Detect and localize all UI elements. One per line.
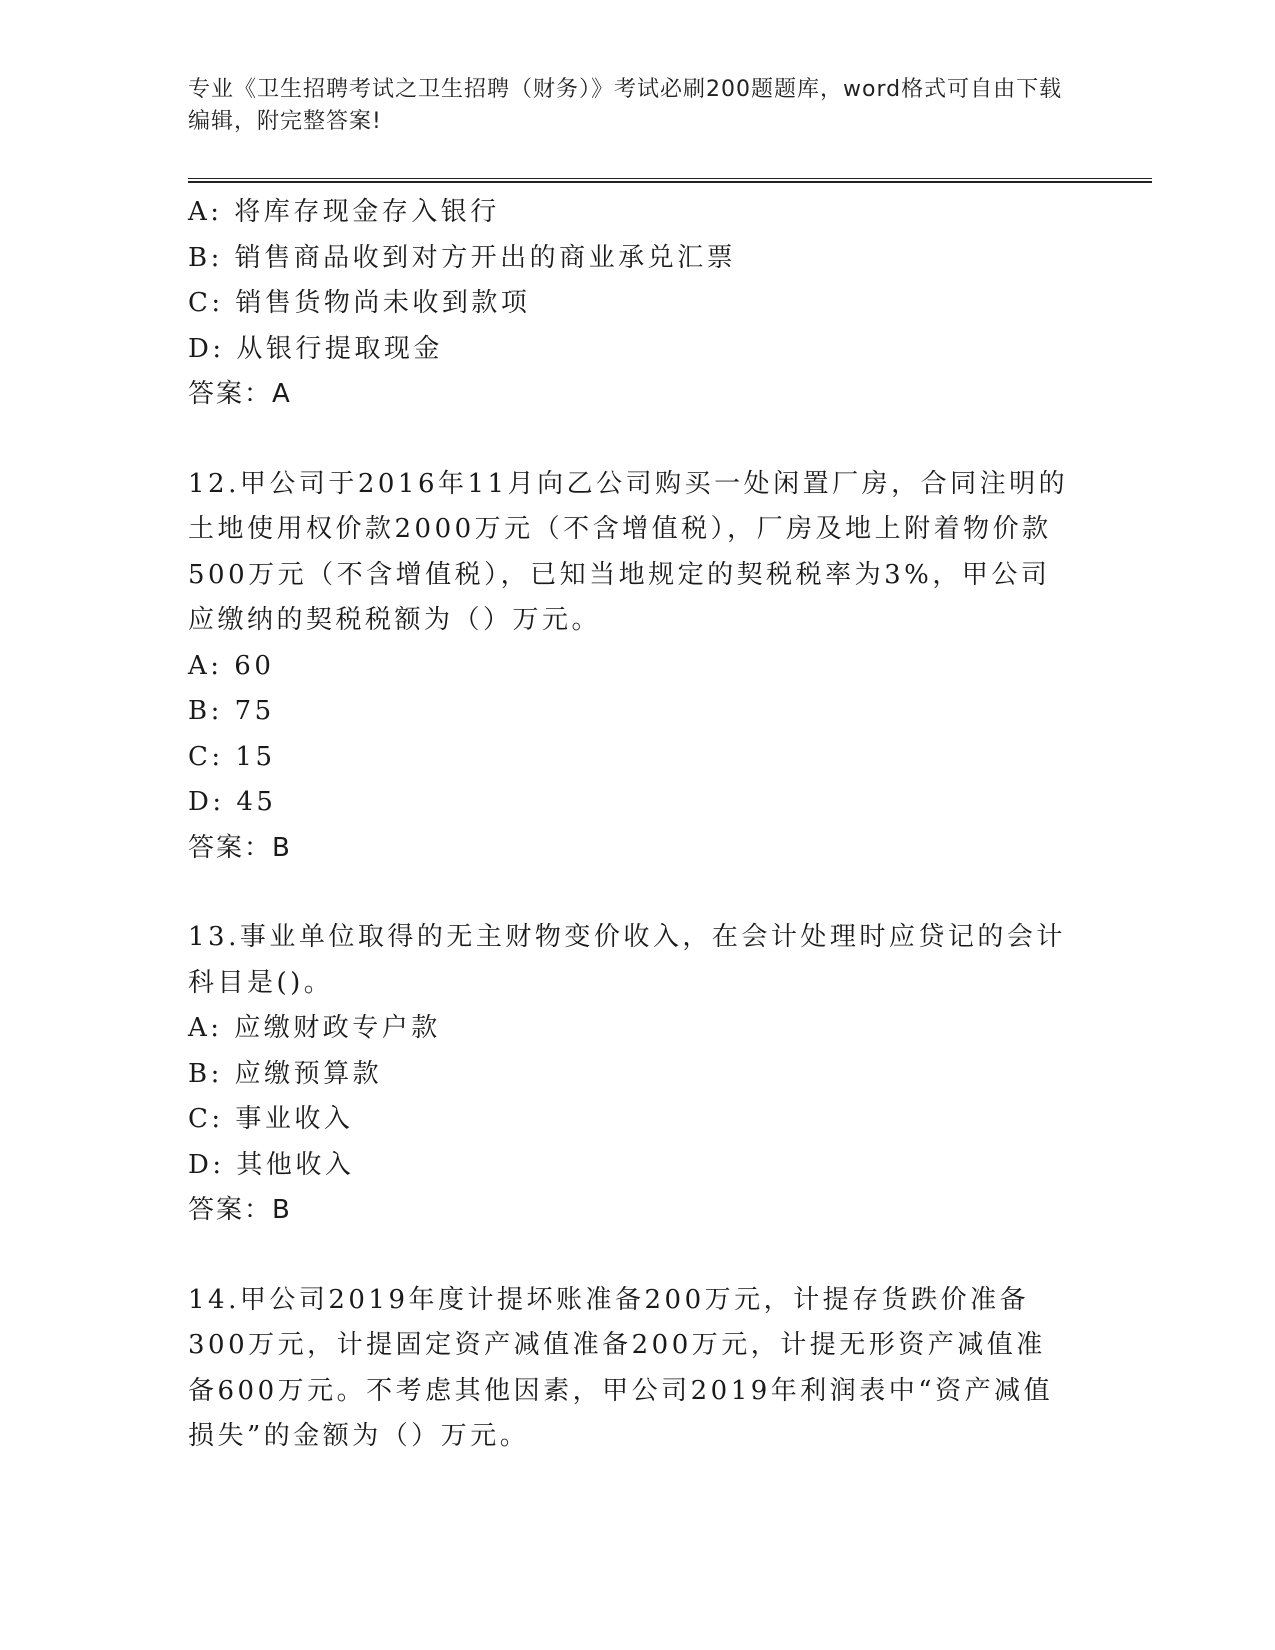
option-c: C: 15 [188, 741, 276, 772]
question-11 [188, 190, 1088, 418]
question-14 [188, 1278, 1088, 1460]
option-c: C: 销售货物尚未收到款项 [188, 288, 531, 318]
header-rule-thick [188, 181, 1152, 183]
question-text: 13.事业单位取得的无主财物变价收入，在会计处理时应贷记的会计科目是()。 [188, 922, 1066, 998]
option-d: D: 45 [188, 787, 277, 817]
question-text: 14.甲公司2019年度计提坏账准备200万元，计提存货跌价准备300万元，计提固定资产减值准备200万元，计提无形资产减值准备600万元。不考虑其他因素，甲公司2019年利润表中“资产减值损失”的金额为（）万元。 [188, 1284, 1054, 1451]
option-b: B: 应缴预算款 [188, 1058, 383, 1089]
option-c: C: 事业收入 [188, 1104, 354, 1134]
option-d: D: 从银行提取现金 [188, 333, 443, 364]
answer: 答案：B [188, 1195, 292, 1225]
option-b: B: 销售商品收到对方开出的商业承兑汇票 [188, 242, 737, 273]
option-a: A: 将库存现金存入银行 [188, 197, 500, 227]
option-a: A: 60 [188, 650, 275, 681]
question-12 [188, 462, 1088, 872]
option-d: D: 其他收入 [188, 1149, 355, 1180]
header-rule-thin [188, 178, 1152, 179]
document-header: 专业《卫生招聘考试之卫生招聘（财务）》考试必刷200题题库，word格式可自由下载编辑，附完整答案! [188, 77, 1063, 134]
option-b: B: 75 [188, 696, 275, 726]
question-13 [188, 915, 1088, 1234]
question-text: 12.甲公司于2016年11月向乙公司购买一处闲置厂房，合同注明的土地使用权价款2000万元（不含增值税），厂房及地上附着物价款500万元（不含增值税），已知当地规定的契税税率为3%，甲公司应缴纳的契税税额为（）万元。 [188, 468, 1069, 635]
document-body [188, 190, 1088, 1460]
answer: 答案：B [188, 832, 292, 863]
answer: 答案：A [188, 379, 292, 409]
option-a: A: 应缴财政专户款 [188, 1013, 441, 1043]
